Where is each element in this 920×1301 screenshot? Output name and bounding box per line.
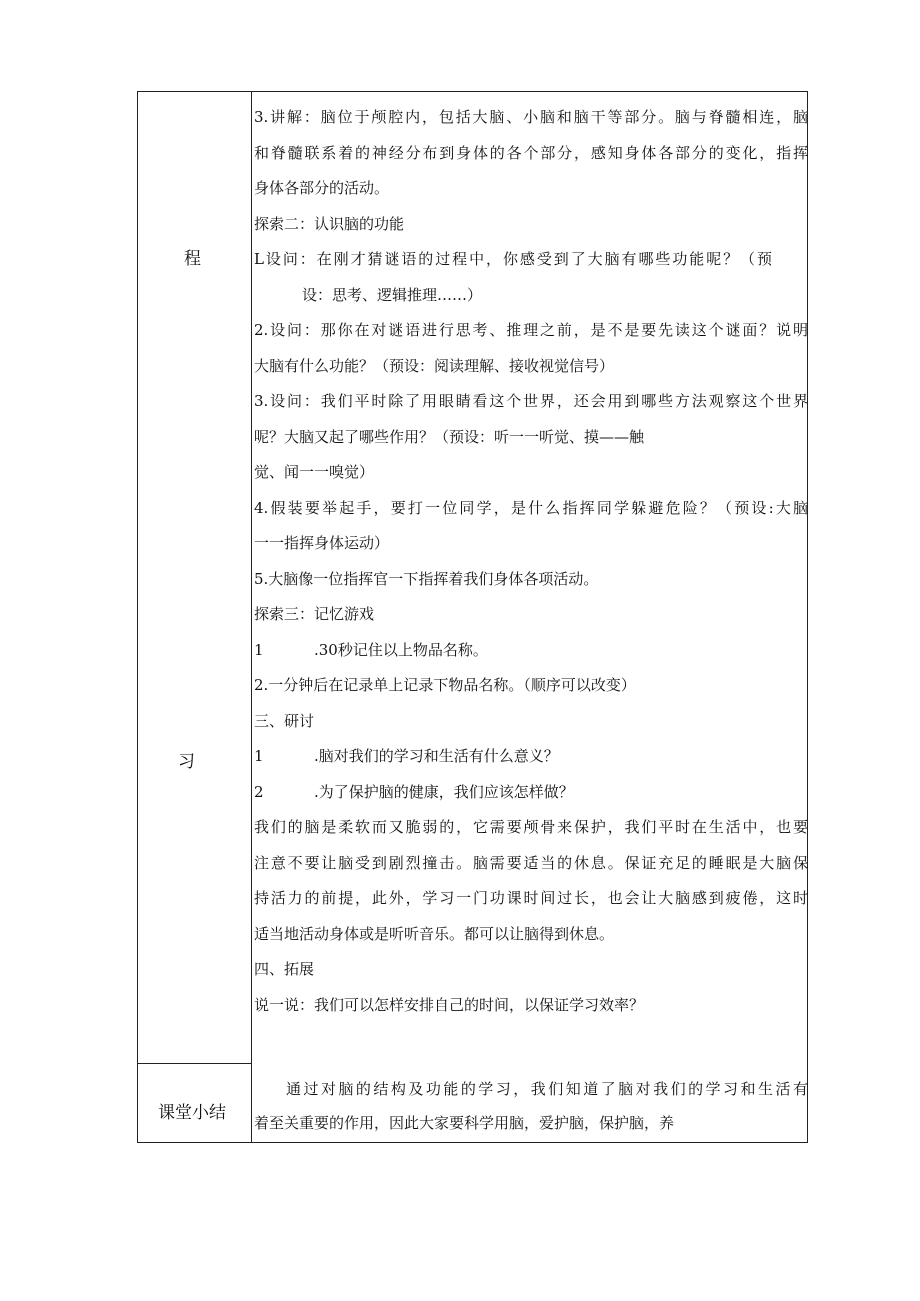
item-number: 1 [254,640,264,659]
section-heading: 四、拓展 [254,960,315,978]
text-line: 2.设问：那你在对谜语进行思考、推理之前，是不是要先读这个谜面？说明 [254,321,808,339]
list-item [254,739,808,775]
item-text: .为了保护脑的健康，我们应该怎样做？ [314,782,574,801]
lesson-table [137,91,808,1143]
text-line: 3.设问：我们平时除了用眼睛看这个世界，还会用到哪些方法观察这个世界 [254,392,808,410]
text-line: 注意不要让脑受到剧烈撞击。脑需要适当的休息。保证充足的睡眠是大脑保 [254,853,808,872]
label-cheng: 程 [184,249,201,269]
text-line: 一一指挥身体运动） [254,534,390,552]
text-line: 设：思考、逻辑推理……） [302,285,483,304]
text-line: L设问：在刚才猜谜语的过程中，你感受到了大脑有哪些功能呢？（预 [254,250,772,268]
text-line: 说一说：我们可以怎样安排自己的时间，以保证学习效率？ [254,995,645,1014]
summary-line: 着至关重要的作用，因此大家要科学用脑，爱护脑，保护脑，养 [254,1114,675,1132]
text-line: 觉、闻一一嗅觉） [254,463,375,481]
text-line: 大脑有什么功能？（预设：阅读理解、接收视觉信号） [254,356,615,375]
list-item [254,775,808,811]
text-line: 和脊髓联系着的神经分布到身体的各个部分，感知身体各部分的变化，指挥 [254,143,808,162]
row-divider [138,1063,251,1064]
summary-content [254,1072,808,1140]
column-divider [251,92,252,1142]
list-item [254,633,808,669]
process-content [254,100,808,1023]
section-heading: 探索二：认识脑的功能 [254,214,405,233]
label-xi: 习 [178,752,195,772]
text-line: 4.假装要举起手，要打一位同学，是什么指挥同学躲避危险？（预设:大脑 [254,498,808,517]
label-summary: 课堂小结 [158,1103,226,1123]
item-number: 2 [254,782,264,801]
text-line: 身体各部分的活动。 [254,179,390,197]
text-line: 5.大脑像一位指挥官一下指挥着我们身体各项活动。 [254,569,599,588]
text-line: 持活力的前提，此外，学习一门功课时间过长，也会让大脑感到疲倦，这时 [254,889,808,907]
section-heading: 探索三：记忆游戏 [254,605,375,623]
text-line: 呢？大脑又起了哪些作用？（预设：听一一听觉、摸——触 [254,427,645,446]
text-line: 我们的脑是柔软而又脆弱的，它需要颅骨来保护，我们平时在生活中，也要 [254,818,808,836]
item-text: .30秒记住以上物品名称。 [314,640,488,659]
item-text: .脑对我们的学习和生活有什么意义？ [314,747,559,765]
text-line: 2.一分钟后在记录单上记录下物品名称。（顺序可以改变） [254,676,636,694]
text-line: 3.讲解：脑位于颅腔内，包括大脑、小脑和脑干等部分。脑与脊髓相连，脑 [254,108,808,126]
summary-line: 通过对脑的结构及功能的学习，我们知道了脑对我们的学习和生活有 [286,1080,808,1098]
text-line: 适当地活动身体或是听听音乐。都可以让脑得到休息。 [254,924,615,943]
section-heading: 三、研讨 [254,711,315,730]
item-number: 1 [254,747,264,765]
